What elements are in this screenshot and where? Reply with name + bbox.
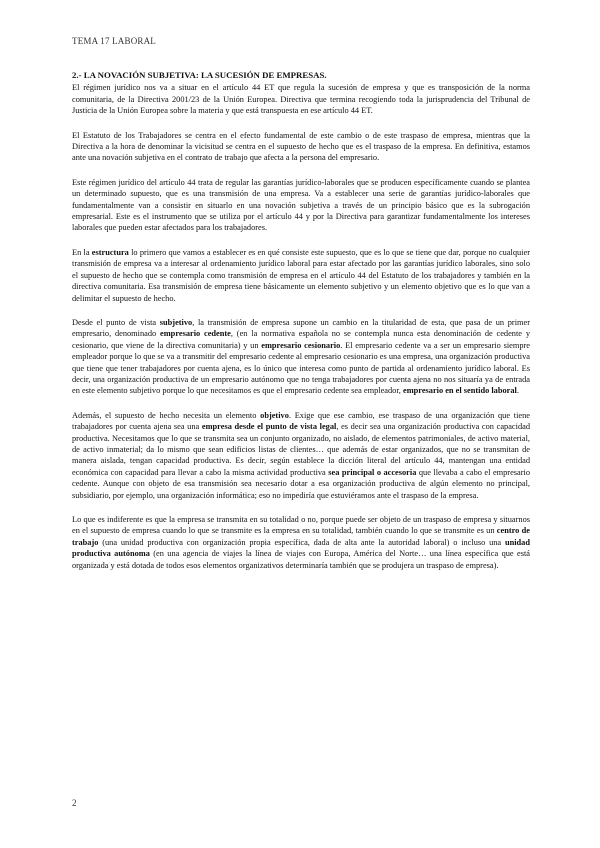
text-run: El régimen jurídico nos va a situar en el artículo 44 ET que regula la sucesión de empresa y que es transposición de la norma comunitaria, de la Directiva 2001/23 de la Unión Europea. Directiva que termina recogiendo toda la jurisprudencia del Tribunal de Justicia de la Unión Europea sobre la materia y que está transpuesta en ese artículo 44 ET. — [72, 83, 530, 116]
text-run: , (en la normativa española no se contempla nunca esta denominación de cedente y cesionario, que viene de la directiva comunitaria) y un — [72, 329, 530, 350]
text-run: Además, el supuesto de hecho necesita un elemento — [72, 410, 261, 420]
paragraph — [72, 317, 530, 397]
text-run: Desde el punto de vista — [72, 317, 160, 327]
text-run: lo primero que vamos a establecer es en qué consiste este supuesto, que es lo que se tiene que dar, porque no cualquier transmisión de empresa va a interesar al ordenamiento jurídico laboral para estar afectado por las garantías jurídico laborales, sino solo el supuesto de hecho que se contempla como transmisión de empresa en el artículo 44 del Estatuto de los trabajadores y también en la directiva comunitaria. Esa transmisión de empresa tiene básicamente un elemento subjetivo y un elemento objetivo que es lo que van a delimitar el supuesto de hecho. — [72, 247, 530, 303]
paragraph-list — [72, 82, 530, 571]
text-run: que llevaba a cabo el empresario cedente. Aunque con objeto de esa transmisión sea necesario dotar a esa organización productiva de algún elemento no principal, subsidiario, por ejemplo, una organización informática; eso no impediría que estuviéramos ante el traspaso de la empresa. — [72, 467, 531, 500]
bold-term: empresario en el sentido laboral — [402, 386, 517, 396]
bold-term: objetivo — [260, 410, 289, 420]
section-title: 2.- LA NOVACIÓN SUBJETIVA: LA SUCESIÓN DE EMPRESAS. — [72, 70, 327, 80]
paragraph — [72, 82, 530, 116]
text-run: . Exige que ese cambio, ese traspaso de una organización que tiene trabajadores por cuenta ajena sea una — [72, 410, 530, 432]
text-run: , la transmisión de empresa supone un cambio en la titularidad de esta, que pasa de un primer empresario, denominado — [72, 317, 530, 339]
page-number: 2 — [72, 798, 77, 808]
paragraph — [72, 247, 530, 304]
bold-term: empresa desde el punto de vista legal — [201, 422, 337, 432]
text-run: Lo que es indiferente es que la empresa se transmita en su totalidad o no, porque puede ser objeto de un traspaso de empresa y situarnos en el supuesto de empresa cuando lo que se transmite es la empresa en su totalidad, también cuando lo que se transmite es un — [72, 515, 530, 536]
bold-term: subjetivo — [159, 317, 193, 327]
bold-term: sea principal o accesoria — [328, 467, 417, 477]
paragraph — [72, 514, 530, 571]
bold-term: empresario cesionario — [261, 340, 341, 350]
text-run: El Estatuto de los Trabajadores se centra en el efecto fundamental de este cambio o de este traspaso de empresa, mientras que la Directiva a la hora de denominar la vicisitud se centra en el supuesto de hecho que es el traspaso de la empresa. En definitiva, estamos ante una novación subjetiva en el contrato de trabajo que afecta a la persona del empresario. — [72, 130, 530, 163]
bold-term: unidad productiva autónoma — [72, 537, 530, 559]
bold-term: empresario cedente — [160, 329, 231, 339]
paragraph — [72, 177, 530, 234]
bold-term: centro de trabajo — [72, 526, 530, 547]
main-content — [72, 70, 530, 584]
bold-term: estructura — [91, 247, 129, 257]
text-run: . El empresario cedente va a ser un empresario siempre empleador porque lo que se va a transmitir del empresario cedente al empresario cesionario es una empresa, una organización productiva que tiene que tener trabajadores por cuenta ajena, es lo único que interesa como punto de partida al ordenamiento jurídico laboral. Es decir, una organización productiva de un empresario autónomo que no tenga trabajadores por cuenta ajena no nos situaría ya de entrada en este elemento subjetivo porque lo que necesitamos es que el empresario cedente sea empleador, — [72, 340, 530, 396]
paragraph — [72, 130, 530, 164]
text-run: En la — [72, 247, 92, 257]
text-run: (en una agencia de viajes la línea de viajes con Europa, América del Norte… una línea específica que está organizada y está dotada de todos esos elementos organizativos determinaría también que se produjera un traspaso de empresa). — [72, 549, 530, 570]
paragraph — [72, 410, 530, 501]
text-run: . — [516, 386, 519, 396]
text-run: Este régimen jurídico del artículo 44 trata de regular las garantías jurídico-laborales que se producen específicamente cuando se plantea un determinado supuesto, que es una transmisión de una empresa. Va a establecer una serie de garantías jurídico-laborales que fundamentalmente van a consistir en situarlo en una novación subjetiva a través de un principio básico que es la subrogación empresarial. Este es el instrumento que se utiliza por el artículo 44 y por la Directiva para garantizar fundamentalmente los intereses laborales que pueden estar afectados para los trabajadores. — [72, 177, 530, 233]
text-run: , es decir sea una organización productiva con capacidad productiva. Necesitamos que lo que se transmita sea un conjunto organizado, no aislado, de elementos patrimoniales, de activo material, de activo inmaterial; da lo mismo que sean edificios listas de clientes… que además de estar organizados, que no se transmitan de manera aislada, tengan capacidad productiva. Es decir, según establece la dicción literal del artículo 44, mantengan una entidad económica con capacidad para llevar a cabo la misma actividad productiva — [72, 422, 530, 477]
running-header: TEMA 17 LABORAL — [72, 36, 156, 46]
text-run: (una unidad productiva con organización propia específica, dada de alta ante la autoridad laboral) o incluso una — [98, 537, 505, 547]
